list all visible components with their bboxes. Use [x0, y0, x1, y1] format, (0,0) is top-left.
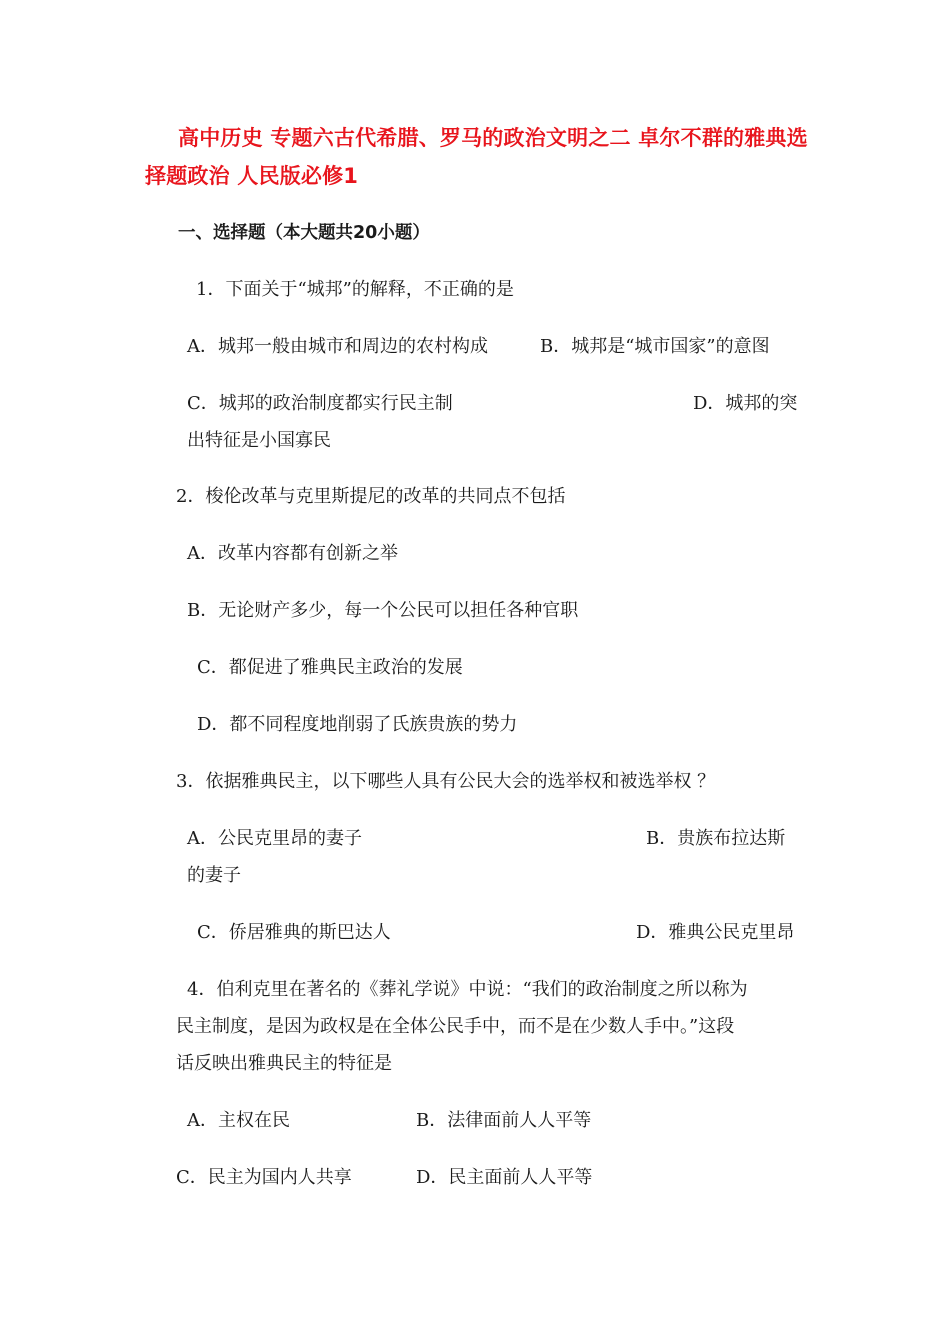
question-3-stem: 3．依据雅典民主，以下哪些人具有公民大会的选举权和被选举权 ？	[176, 771, 716, 792]
question-2-option-c: C．都促进了雅典民主政治的发展	[197, 657, 463, 678]
section-heading: 一、选择题（本大题共20小题）	[178, 223, 430, 243]
question-1-option-c: C．城邦的政治制度都实行民主制	[187, 393, 453, 414]
question-2-option-a: A．改革内容都有创新之举	[187, 543, 398, 564]
question-2-option-d: D．都不同程度地削弱了氏族贵族的势力	[197, 714, 518, 735]
question-2-stem: 2．梭伦改革与克里斯提尼的改革的共同点不包括	[176, 486, 566, 507]
document-title: 高中历史 专题六古代希腊、罗马的政治文明之二 卓尔不群的雅典选择题政治 人民版必修1	[145, 126, 808, 188]
question-4-stem-line-3: 话反映出雅典民主的特征是	[176, 1053, 392, 1074]
question-3-option-d: D．雅典公民克里昂	[636, 922, 795, 943]
question-3-option-a: A．公民克里昂的妻子	[187, 828, 362, 849]
question-1-option-d-continued: 出特征是小国寡民	[187, 430, 331, 451]
question-1-option-d: D．城邦的突	[693, 393, 798, 414]
question-4-option-c: C．民主为国内人共享	[176, 1167, 352, 1188]
question-3-option-b: B．贵族布拉达斯	[646, 828, 786, 849]
question-4-option-a: A．主权在民	[187, 1110, 290, 1131]
question-1-stem: 1．下面关于“城邦”的解释，不正确的是	[196, 279, 514, 300]
question-4-stem-line-2: 民主制度，是因为政权是在全体公民手中，而不是在少数人手中。”这段	[176, 1016, 735, 1037]
question-4-option-b: B．法律面前人人平等	[416, 1110, 592, 1131]
question-4-stem-line-1: 4．伯利克里在著名的《葬礼学说》中说：“我们的政治制度之所以称为	[187, 979, 748, 1000]
question-2-option-b: B．无论财产多少，每一个公民可以担任各种官职	[187, 600, 579, 621]
question-1-option-b: B．城邦是“城市国家”的意图	[540, 336, 770, 357]
question-3-option-b-continued: 的妻子	[187, 865, 241, 886]
question-4-option-d: D．民主面前人人平等	[416, 1167, 593, 1188]
question-3-option-c: C．侨居雅典的斯巴达人	[197, 922, 391, 943]
question-1-option-a: A．城邦一般由城市和周边的农村构成	[187, 336, 488, 357]
